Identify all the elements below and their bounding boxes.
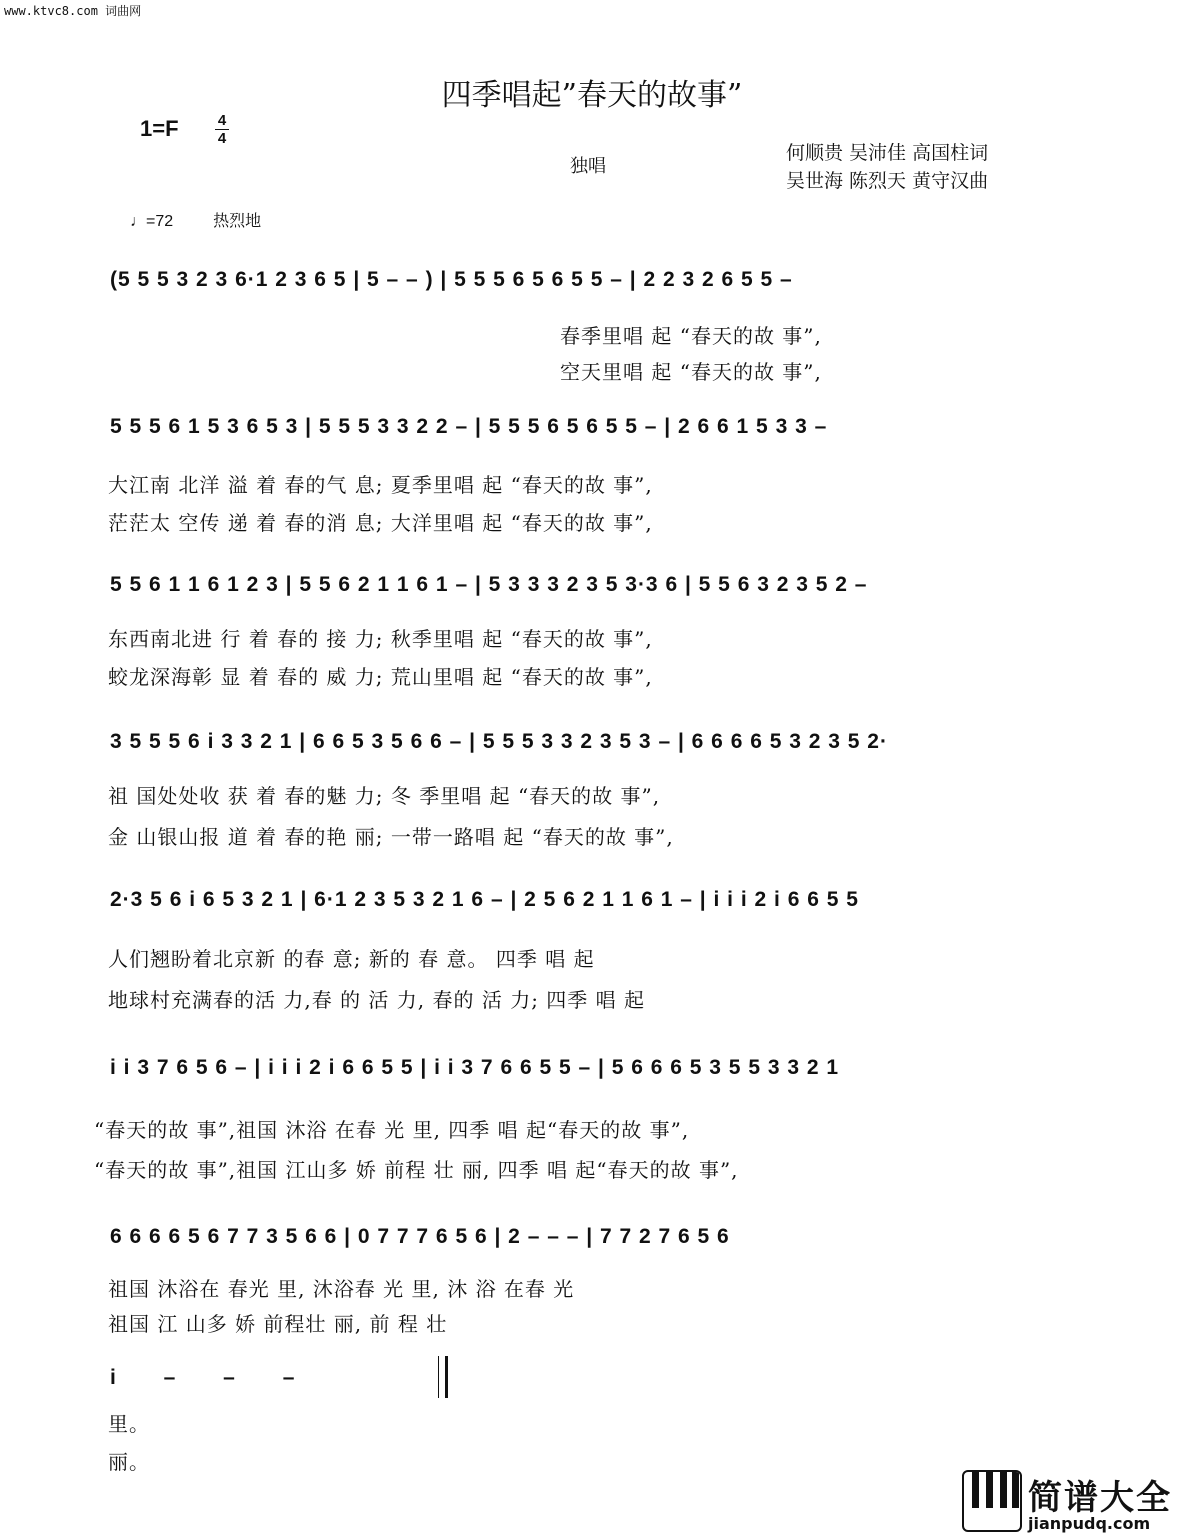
lyric-line: 春季里唱 起 “春天的故 事”, [560,324,822,348]
notation-line: 5 5 6 1 1 6 1 2 3 | 5 5 6 2 1 1 6 1 – | 5 3 3 3 2 3 5 3·3 6 | 5 5 6 3 2 3 5 2 – [110,573,868,596]
site-watermark: www.ktvc8.com 词曲网 [4,4,142,18]
lyric-line: 丽。 [108,1450,150,1474]
lyric-line: 里。 [108,1412,150,1436]
notation-line: (5 5 5 3 2 3 6·1 2 3 6 5 | 5 – – ) | 5 5 5 6 5 6 5 5 – | 2 2 3 2 6 5 5 – [110,268,793,291]
lyric-line: 蛟龙深海彰 显 着 春的 威 力; 荒山里唱 起 “春天的故 事”, [108,665,653,689]
lyric-line: 茫茫太 空传 递 着 春的消 息; 大洋里唱 起 “春天的故 事”, [108,511,653,535]
notation-line: 6 6 6 6 5 6 7 7 3 5 6 6 | 0 7 7 7 6 5 6 | 2 – – – | 7 7 2 7 6 5 6 [110,1225,730,1248]
tempo-expression: 热烈地 [213,213,262,230]
lyric-line: 地球村充满春的活 力,春 的 活 力, 春的 活 力; 四季 唱 起 [108,988,646,1012]
lyric-line: 金 山银山报 道 着 春的艳 丽; 一带一路唱 起 “春天的故 事”, [108,825,674,849]
lyric-line: “春天的故 事”,祖国 江山多 娇 前程 壮 丽, 四季 唱 起“春天的故 事”, [94,1158,739,1182]
tempo-marking [130,208,261,231]
piano-icon [962,1470,1022,1532]
notation-line: i i 3 7 6 5 6 – | i i i 2 i 6 6 5 5 | i i 3 7 6 6 5 5 – | 5 6 6 6 5 3 5 5 3 3 2 1 [110,1056,840,1079]
composer-credit: 吴世海 陈烈天 黄守汉曲 [786,170,989,192]
time-signature [212,112,232,147]
performance-type: 独唱 [570,156,606,177]
lyric-line: 空天里唱 起 “春天的故 事”, [560,360,822,384]
lyric-line: 人们翘盼着北京新 的春 意; 新的 春 意。 四季 唱 起 [108,947,595,971]
key-signature: 1=F [140,116,179,141]
lyric-line: 东西南北进 行 着 春的 接 力; 秋季里唱 起 “春天的故 事”, [108,627,653,651]
lyric-line: 大江南 北洋 溢 着 春的气 息; 夏季里唱 起 “春天的故 事”, [108,473,653,497]
site-logo [962,1470,1174,1532]
notation-line: 2·3 5 6 i 6 5 3 2 1 | 6·1 2 3 5 3 2 1 6 – | 2 5 6 2 1 1 6 1 – | i i i 2 i 6 6 5 5 [110,888,859,911]
final-barline [438,1356,448,1398]
lyric-line: “春天的故 事”,祖国 沐浴 在春 光 里, 四季 唱 起“春天的故 事”, [94,1118,690,1142]
lyric-line: 祖 国处处收 获 着 春的魅 力; 冬 季里唱 起 “春天的故 事”, [108,784,661,808]
lyric-line: 祖国 沐浴在 春光 里, 沐浴春 光 里, 沐 浴 在春 光 [108,1277,575,1301]
lyric-line: 祖国 江 山多 娇 前程壮 丽, 前 程 壮 [108,1312,448,1336]
logo-url: jianpudq.com [1028,1514,1151,1533]
notation-line: i – – – [110,1366,296,1389]
tempo-mark: ♩=72 [130,213,174,230]
time-signature-bottom: 4 [217,130,227,147]
logo-title: 简谱大全 [1028,1478,1172,1518]
song-title: 四季唱起”春天的故事” [441,78,743,113]
notation-line: 5 5 5 6 1 5 3 6 5 3 | 5 5 5 3 3 2 2 – | 5 5 5 6 5 6 5 5 – | 2 6 6 1 5 3 3 – [110,415,828,438]
lyricist-credit: 何顺贵 吴沛佳 高国柱词 [786,142,989,164]
time-signature-top: 4 [217,112,227,129]
notation-line: 3 5 5 5 6 i 3 3 2 1 | 6 6 5 3 5 6 6 – | 5 5 5 3 3 2 3 5 3 – | 6 6 6 6 5 3 2 3 5 2· [110,730,888,753]
